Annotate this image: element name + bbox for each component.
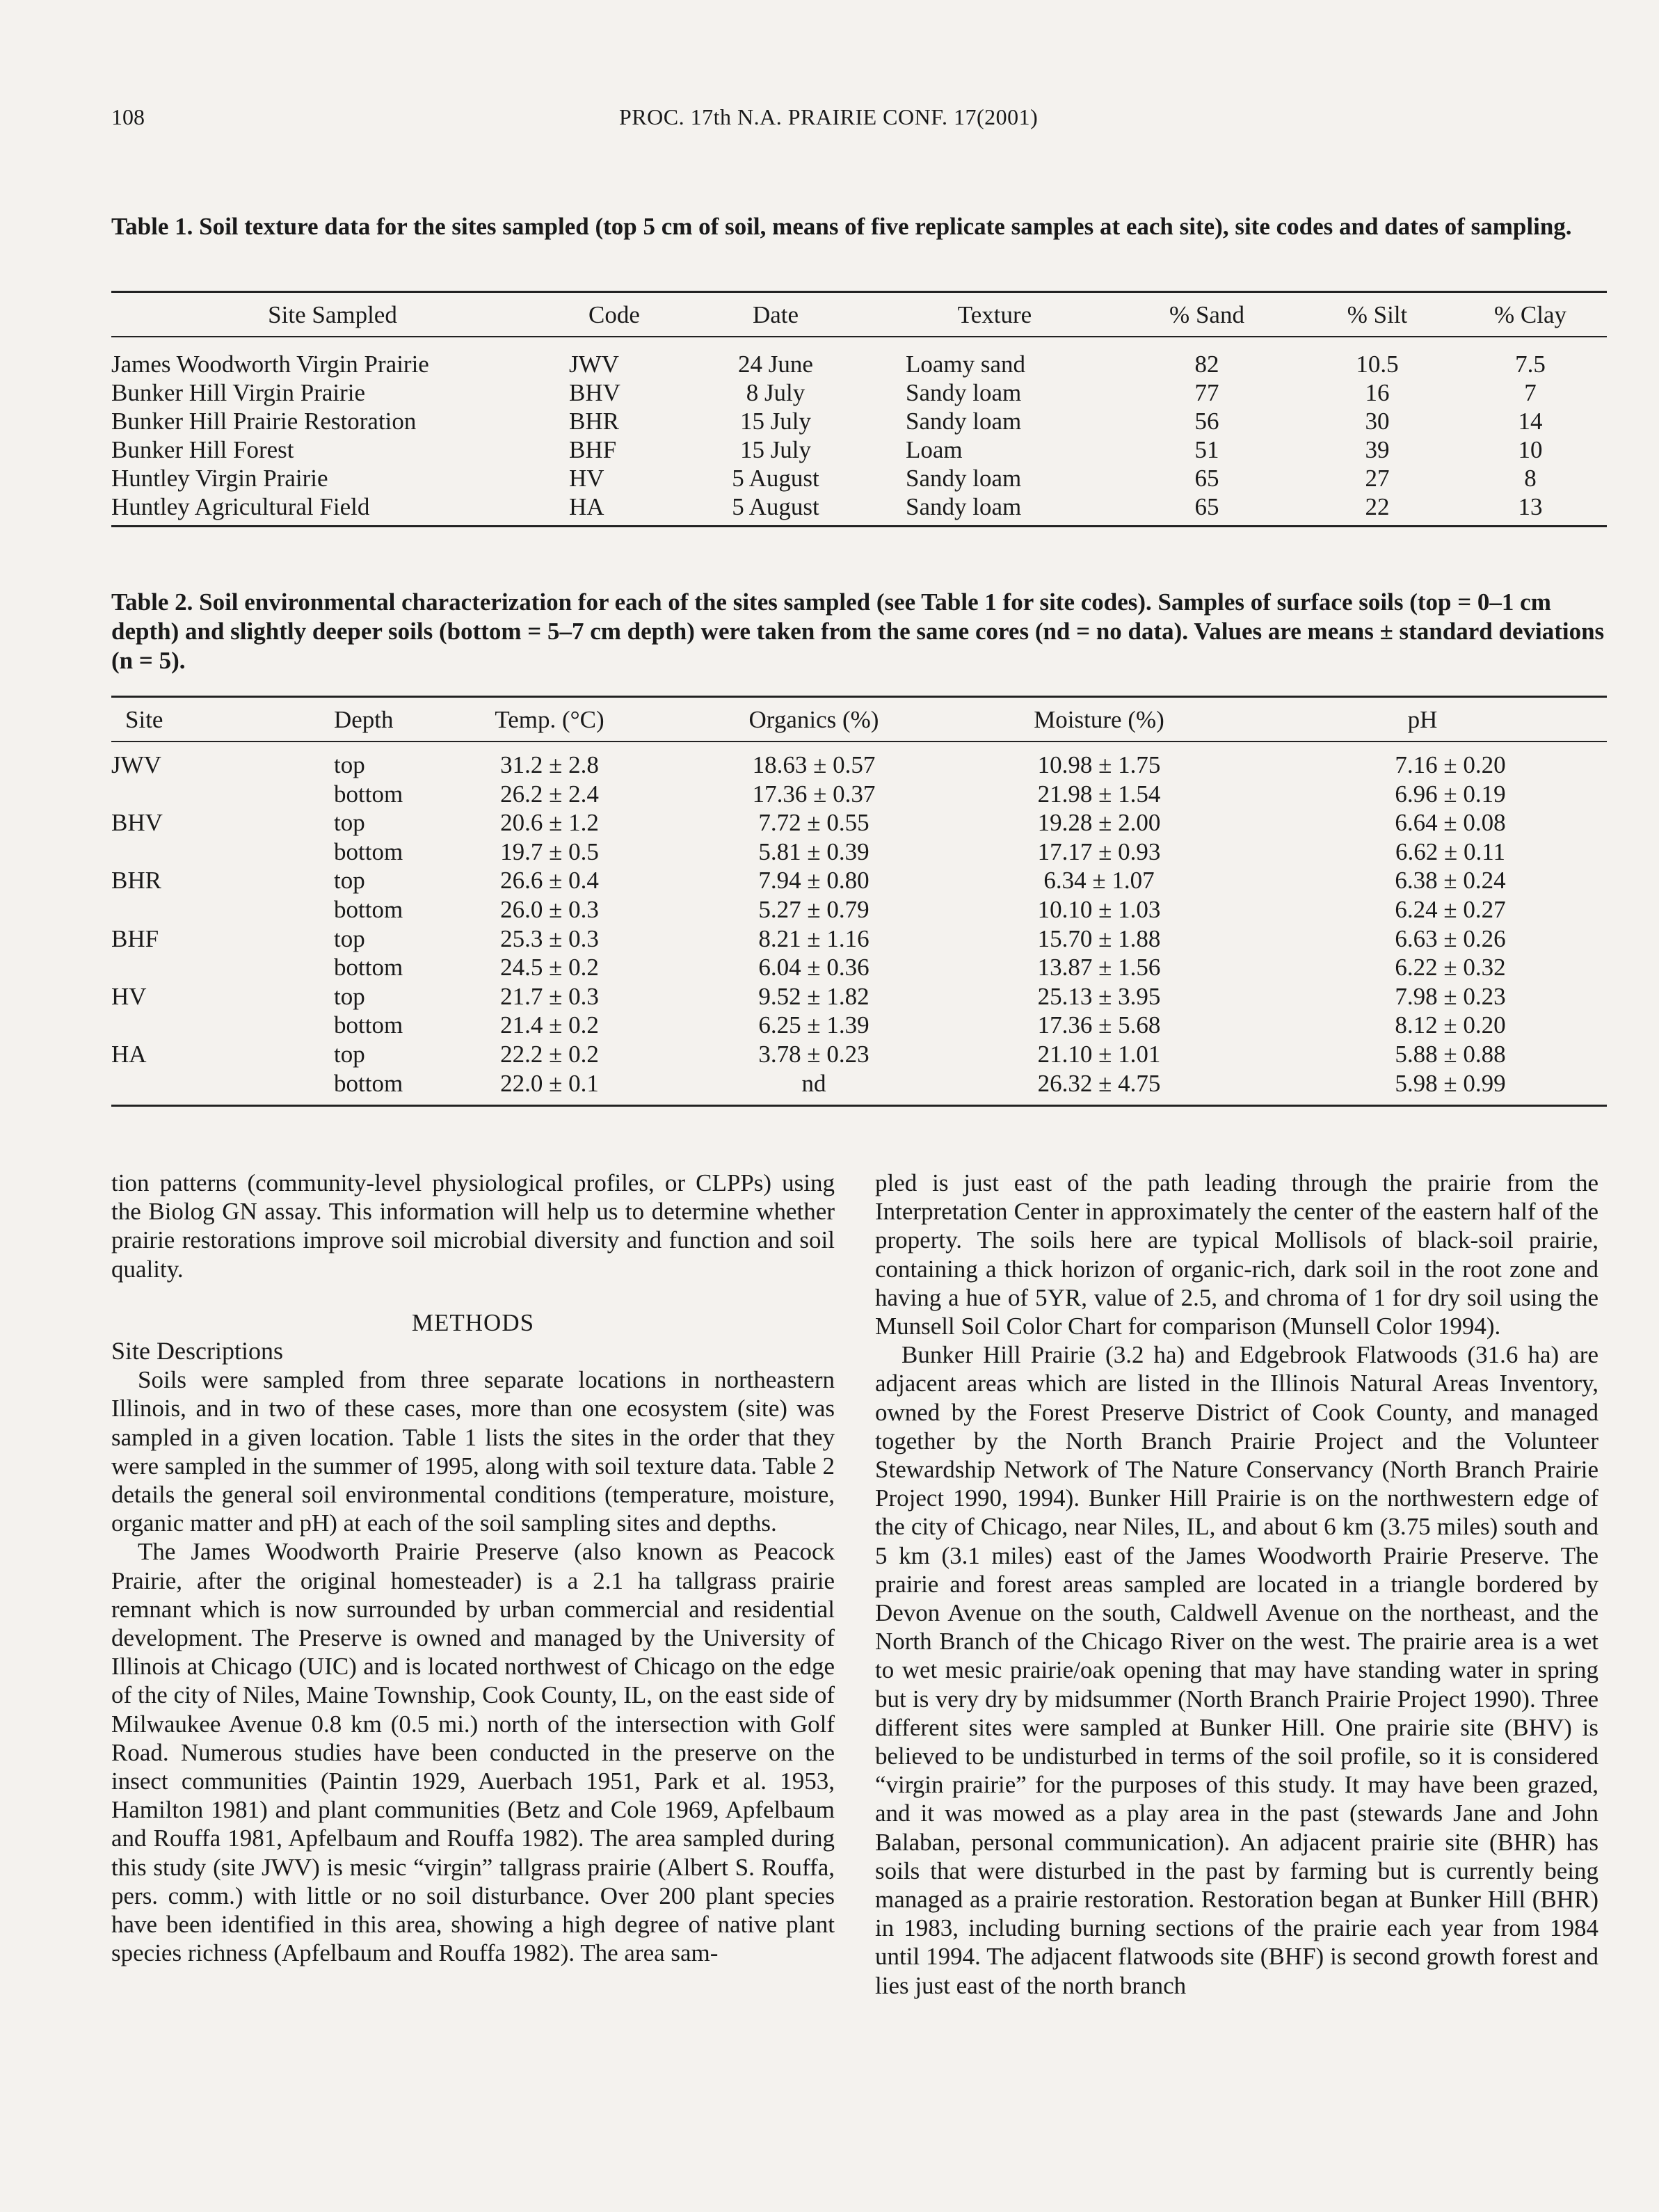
moisture-cell: 10.10 ± 1.03 xyxy=(1037,895,1161,923)
ph-cell: 6.64 ± 0.08 xyxy=(1395,809,1506,837)
clay-cell: 7 xyxy=(1524,379,1537,406)
clay-cell: 7.5 xyxy=(1515,351,1546,378)
site-cell: HA xyxy=(111,1040,147,1068)
paragraph: The James Woodworth Prairie Preserve (also known as Peacock Prairie, after the original homesteader) is a 2.1 ha tallgrass prairie remnant which is now surrounded by urban commercial and residential development. The Preserve is owned and managed by the University of Illinois at Chicago (UIC) and is located northwest of Chicago on the edge of the city of Niles, Maine Township, Cook County, IL, on the east side of Milwaukee Avenue 0.8 km (0.5 mi.) north of the intersection with Golf Road. Numerous studies have been conducted in the preserve on the insect communities (Paintin 1929, Auerbach 1951, Park et al. 1953, Hamilton 1981) and plant communities (Betz and Cole 1969, Apfelbaum and Rouffa 1981, Apfelbaum and Rouffa 1982). The area sampled during this study (site JWV) is mesic “virgin” tallgrass prairie (Albert S. Rouffa, pers. comm.) with little or no soil disturbance. Over 200 plant species have been identified in this area, showing a high degree of native plant species richness (Apfelbaum and Rouffa 1982). The area sam- xyxy=(111,1538,835,1967)
table1-col-silt: % Silt xyxy=(1347,301,1408,328)
site-code-cell: BHF xyxy=(569,436,617,463)
sand-cell: 82 xyxy=(1194,351,1219,378)
silt-cell: 27 xyxy=(1365,465,1390,492)
moisture-cell: 19.28 ± 2.00 xyxy=(1037,809,1161,837)
table-row xyxy=(111,378,1607,407)
sand-cell: 65 xyxy=(1194,493,1219,520)
site-cell: BHF xyxy=(111,924,159,952)
organics-cell: 5.27 ± 0.79 xyxy=(758,895,869,923)
site-code-cell: JWV xyxy=(569,351,619,378)
table1-col-clay: % Clay xyxy=(1493,301,1566,328)
site-code-cell: BHV xyxy=(569,379,620,406)
texture-cell: Loamy sand xyxy=(906,351,1026,378)
moisture-cell: 13.87 ± 1.56 xyxy=(1037,954,1161,981)
site-cell xyxy=(111,953,223,982)
date-cell: 15 July xyxy=(739,436,812,463)
paragraph: Bunker Hill Prairie (3.2 ha) and Edgebrook Flatwoods (31.6 ha) are adjacent areas which are listed in the Illinois Natural Areas Inventory, owned by the Forest Preserve District of Cook County, and managed together by the North Branch Prairie Project and the Volunteer Stewardship Network of The Nature Conservancy (North Branch Prairie Project 1990, 1994). Bunker Hill Prairie is on the northwestern edge of the city of Chicago, near Niles, IL, and about 6 km (3.75 miles) south and 5 km (3.1 miles) east of the James Woodworth Prairie Preserve. The prairie and forest areas sampled are located in a triangle bordered by Devon Avenue on the south, Caldwell Avenue on the northeast, and the North Branch of the Chicago River on the west. The prairie area is a wet to wet mesic prairie/oak opening that may have standing water in spring but is very dry by midsummer (North Branch Prairie Project 1990). Three different sites were sampled at Bunker Hill. One prairie site (BHV) is believed to be undisturbed in terms of the soil profile, so it is considered “virgin prairie” for the purposes of this study. It may have been grazed, and it was mowed as a play area in the past (stewards Jane and John Balaban, personal communication). An adjacent prairie site (BHR) has soils that were disturbed in the past by farming but is currently being managed as a prairie restoration. Restoration began at Bunker Hill (BHR) in 1983, including burning sections of the prairie each year from 1984 until 1994. The adjacent flatwoods site (BHF) is second growth forest and lies just east of the north branch xyxy=(875,1341,1598,1999)
temp-cell: 19.7 ± 0.5 xyxy=(500,837,599,865)
organics-cell: 5.81 ± 0.39 xyxy=(758,837,869,865)
intro-paragraph: tion patterns (community-level physiological profiles, or CLPPs) using the Biolog GN assay. This information will help us to determine whether prairie restorations improve soil microbial diversity and function and soil quality. xyxy=(111,1169,835,1283)
site-name-cell: James Woodworth Virgin Prairie xyxy=(111,351,429,378)
organics-cell: 18.63 ± 0.57 xyxy=(752,751,876,778)
methods-heading: METHODS xyxy=(411,1308,535,1336)
temp-cell: 22.0 ± 0.1 xyxy=(500,1069,599,1097)
clay-cell: 13 xyxy=(1518,493,1543,520)
paragraph: pled is just east of the path leading through the prairie from the Interpretation Center in approximately the center of the eastern half of the property. The soils here are typical Mollisols of black-soil prairie, containing a thick horizon of organic-rich, dark soil in the root zone and having a hue of 5YR, value of 2.5, and chroma of 1 for dry soil using the Munsell Soil Color Chart for comparison (Munsell Color 1994). xyxy=(875,1169,1598,1340)
site-cell xyxy=(111,1011,223,1040)
depth-cell: top xyxy=(334,809,365,837)
depth-cell: top xyxy=(334,924,365,952)
ph-cell: 6.24 ± 0.27 xyxy=(1395,895,1506,923)
organics-cell: 7.72 ± 0.55 xyxy=(758,809,869,837)
silt-cell: 39 xyxy=(1365,436,1390,463)
table2-caption: Table 2. Soil environmental characterization for each of the sites sampled (see Table 1 for site codes). Samples of surface soils (top = 0–1 cm depth) and slightly deeper soils (bottom = 5–7 cm depth) were taken from the same cores (nd = no data). Values are means ± standard deviations (n = 5). xyxy=(111,588,1605,674)
site-name-cell: Huntley Virgin Prairie xyxy=(111,465,328,492)
table2-col-depth: Depth xyxy=(334,706,394,733)
ph-cell: 6.38 ± 0.24 xyxy=(1395,867,1506,895)
organics-cell: 6.04 ± 0.36 xyxy=(758,954,869,981)
table-row xyxy=(111,780,1607,809)
organics-cell: 6.25 ± 1.39 xyxy=(758,1011,869,1039)
silt-cell: 10.5 xyxy=(1356,351,1399,378)
table-row xyxy=(111,1011,1607,1040)
table1-body xyxy=(111,337,1607,527)
depth-cell: bottom xyxy=(334,780,403,808)
moisture-cell: 6.34 ± 1.07 xyxy=(1043,867,1155,895)
clay-cell: 14 xyxy=(1518,408,1543,435)
table-row xyxy=(111,492,1607,527)
table-row xyxy=(111,924,1607,954)
date-cell: 15 July xyxy=(739,408,812,435)
site-cell: HV xyxy=(111,982,147,1010)
temp-cell: 25.3 ± 0.3 xyxy=(500,924,599,952)
table-row xyxy=(111,1069,1607,1106)
table-row xyxy=(111,337,1607,378)
table-row xyxy=(111,895,1607,924)
moisture-cell: 15.70 ± 1.88 xyxy=(1037,924,1161,952)
site-name-cell: Bunker Hill Virgin Prairie xyxy=(111,379,366,406)
ph-cell: 7.98 ± 0.23 xyxy=(1395,982,1506,1010)
silt-cell: 16 xyxy=(1365,379,1390,406)
site-descriptions-heading: Site Descriptions xyxy=(111,1337,283,1365)
silt-cell: 30 xyxy=(1365,408,1390,435)
silt-cell: 22 xyxy=(1365,493,1390,520)
depth-cell: bottom xyxy=(334,837,403,865)
texture-cell: Sandy loam xyxy=(906,493,1022,520)
site-name-cell: Bunker Hill Prairie Restoration xyxy=(111,408,417,435)
table1-col-date: Date xyxy=(752,301,799,328)
site-cell xyxy=(111,895,223,924)
temp-cell: 26.2 ± 2.4 xyxy=(500,780,599,808)
site-cell: JWV xyxy=(111,751,161,778)
depth-cell: top xyxy=(334,982,365,1010)
moisture-cell: 21.98 ± 1.54 xyxy=(1037,780,1161,808)
depth-cell: bottom xyxy=(334,954,403,981)
temp-cell: 26.0 ± 0.3 xyxy=(500,895,599,923)
site-cell: BHR xyxy=(111,867,161,895)
ph-cell: 6.62 ± 0.11 xyxy=(1395,837,1505,865)
ph-cell: 6.96 ± 0.19 xyxy=(1395,780,1506,808)
site-code-cell: HV xyxy=(569,465,604,492)
table2-col-moisture: Moisture (%) xyxy=(1034,706,1164,733)
ph-cell: 6.63 ± 0.26 xyxy=(1395,924,1506,952)
ph-cell: 5.98 ± 0.99 xyxy=(1395,1069,1506,1097)
sand-cell: 65 xyxy=(1194,465,1219,492)
moisture-cell: 17.36 ± 5.68 xyxy=(1037,1011,1161,1039)
table1-col-sand: % Sand xyxy=(1169,301,1244,328)
depth-cell: bottom xyxy=(334,895,403,923)
date-cell: 5 August xyxy=(732,465,819,492)
clay-cell: 10 xyxy=(1518,436,1543,463)
site-cell xyxy=(111,780,223,809)
date-cell: 5 August xyxy=(732,493,819,520)
table-row xyxy=(111,742,1607,780)
table2-col-temp: Temp. (°C) xyxy=(495,706,604,733)
left-column xyxy=(111,1169,835,1967)
texture-cell: Loam xyxy=(906,436,963,463)
table2-col-site: Site xyxy=(125,706,163,733)
temp-cell: 20.6 ± 1.2 xyxy=(500,809,599,837)
site-code-cell: BHR xyxy=(569,408,619,435)
moisture-cell: 26.32 ± 4.75 xyxy=(1037,1069,1161,1097)
table-row xyxy=(111,866,1607,895)
table1 xyxy=(111,291,1607,527)
site-name-cell: Bunker Hill Forest xyxy=(111,436,294,463)
ph-cell: 5.88 ± 0.88 xyxy=(1395,1040,1506,1068)
ph-cell: 6.22 ± 0.32 xyxy=(1395,954,1506,981)
depth-cell: top xyxy=(334,751,365,778)
table2-body xyxy=(111,742,1607,1106)
texture-cell: Sandy loam xyxy=(906,408,1022,435)
texture-cell: Sandy loam xyxy=(906,465,1022,492)
temp-cell: 21.4 ± 0.2 xyxy=(500,1011,599,1039)
table1-col-texture: Texture xyxy=(957,301,1032,328)
depth-cell: top xyxy=(334,867,365,895)
table1-caption: Table 1. Soil texture data for the sites sampled (top 5 cm of soil, means of five replicate samples at each site), site codes and dates of sampling. xyxy=(111,213,1572,240)
organics-cell: 7.94 ± 0.80 xyxy=(758,867,869,895)
site-name-cell: Huntley Agricultural Field xyxy=(111,493,370,520)
temp-cell: 21.7 ± 0.3 xyxy=(500,982,599,1010)
table-row xyxy=(111,407,1607,435)
table1-col-site: Site Sampled xyxy=(268,301,397,328)
depth-cell: bottom xyxy=(334,1011,403,1039)
paragraph: Soils were sampled from three separate locations in northeastern Illinois, and in two of these cases, more than one ecosystem (site) was sampled in a given location. Table 1 lists the sites in the order that they were sampled in the summer of 1995, along with soil texture data. Table 2 details the general soil environmental conditions (temperature, moisture, organic matter and pH) at each of the soil sampling sites and depths. xyxy=(111,1366,835,1537)
sand-cell: 77 xyxy=(1194,379,1219,406)
table2-col-ph: pH xyxy=(1407,706,1438,733)
sand-cell: 51 xyxy=(1194,436,1219,463)
temp-cell: 31.2 ± 2.8 xyxy=(500,751,599,778)
page-header xyxy=(111,104,1607,139)
table-row xyxy=(111,435,1607,464)
moisture-cell: 21.10 ± 1.01 xyxy=(1037,1040,1161,1068)
site-cell xyxy=(111,837,223,867)
texture-cell: Sandy loam xyxy=(906,379,1022,406)
organics-cell: 17.36 ± 0.37 xyxy=(752,780,876,808)
organics-cell: 8.21 ± 1.16 xyxy=(758,924,869,952)
clay-cell: 8 xyxy=(1524,465,1537,492)
temp-cell: 22.2 ± 0.2 xyxy=(500,1040,599,1068)
table-row xyxy=(111,464,1607,492)
sand-cell: 56 xyxy=(1194,408,1219,435)
date-cell: 24 June xyxy=(738,351,813,378)
temp-cell: 26.6 ± 0.4 xyxy=(500,867,599,895)
table-row xyxy=(111,837,1607,867)
organics-cell: 9.52 ± 1.82 xyxy=(758,982,869,1010)
right-column xyxy=(875,1169,1598,2000)
table-row xyxy=(111,808,1607,837)
site-cell: BHV xyxy=(111,809,163,837)
table-row xyxy=(111,1040,1607,1069)
ph-cell: 8.12 ± 0.20 xyxy=(1395,1011,1506,1039)
date-cell: 8 July xyxy=(746,379,806,406)
table2 xyxy=(111,696,1607,1107)
running-title: PROC. 17th N.A. PRAIRIE CONF. 17(2001) xyxy=(619,104,1039,129)
page-number: 108 xyxy=(111,104,145,129)
temp-cell: 24.5 ± 0.2 xyxy=(500,954,599,981)
organics-cell: 3.78 ± 0.23 xyxy=(758,1040,869,1068)
table-row xyxy=(111,982,1607,1011)
site-code-cell: HA xyxy=(569,493,604,520)
moisture-cell: 10.98 ± 1.75 xyxy=(1037,751,1161,778)
table1-col-code: Code xyxy=(588,301,640,328)
depth-cell: bottom xyxy=(334,1069,403,1097)
moisture-cell: 17.17 ± 0.93 xyxy=(1037,837,1161,865)
depth-cell: top xyxy=(334,1040,365,1068)
table1-header-row xyxy=(111,292,1607,337)
ph-cell: 7.16 ± 0.20 xyxy=(1395,751,1506,778)
organics-cell: nd xyxy=(801,1069,826,1097)
table-row xyxy=(111,953,1607,982)
moisture-cell: 25.13 ± 3.95 xyxy=(1037,982,1161,1010)
site-cell xyxy=(111,1069,223,1106)
table2-col-organics: Organics (%) xyxy=(748,706,879,733)
table2-header-row xyxy=(111,697,1607,742)
